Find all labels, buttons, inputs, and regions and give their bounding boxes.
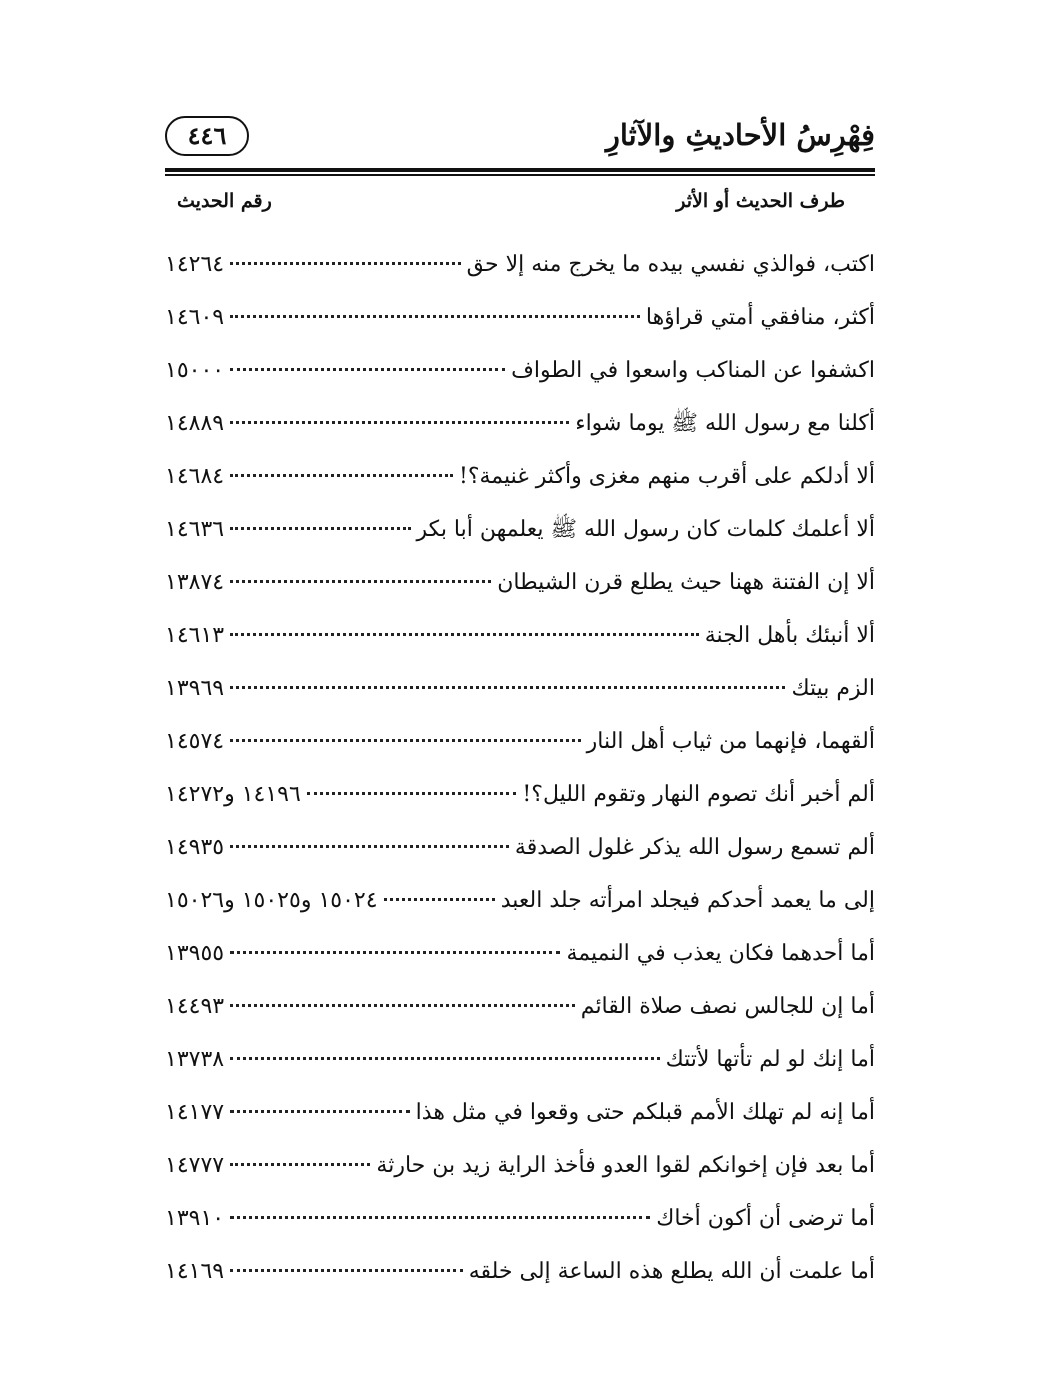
hadith-number: ١٤١٩٦ و١٤٢٧٢ bbox=[165, 781, 301, 807]
hadith-number: ١٤٦٠٩ bbox=[165, 304, 225, 330]
index-entry bbox=[165, 662, 875, 715]
column-headers bbox=[165, 176, 875, 238]
index-entry bbox=[165, 609, 875, 662]
dot-leader bbox=[230, 580, 491, 583]
hadith-text: أما علمت أن الله يطلع هذه الساعة إلى خلقه bbox=[468, 1258, 875, 1284]
dot-leader bbox=[230, 1110, 410, 1113]
dot-leader bbox=[230, 1057, 660, 1060]
hadith-text: ألم تسمع رسول الله يذكر غلول الصدقة bbox=[514, 834, 875, 860]
hadith-text: ألا أدلكم على أقرب منهم مغزى وأكثر غنيمة؟! bbox=[458, 463, 875, 489]
hadith-number: ١٣٩٥٥ bbox=[165, 940, 225, 966]
hadith-text: ألقهما، فإنهما من ثياب أهل النار bbox=[586, 728, 875, 754]
hadith-number: ١٣٧٣٨ bbox=[165, 1046, 225, 1072]
index-entry bbox=[165, 1086, 875, 1139]
book-title: فِهْرِسُ الأحاديثِ والآثارِ bbox=[605, 118, 875, 152]
hadith-text: أما ترضى أن أكون أخاك bbox=[656, 1205, 875, 1231]
index-entry bbox=[165, 291, 875, 344]
index-entry bbox=[165, 715, 875, 768]
hadith-number: ١٣٩٦٩ bbox=[165, 675, 225, 701]
dot-leader bbox=[230, 1004, 575, 1007]
hadith-text: الزم بيتك bbox=[791, 675, 875, 701]
dot-leader bbox=[230, 474, 453, 477]
dot-leader bbox=[307, 792, 517, 795]
dot-leader bbox=[230, 1163, 370, 1166]
dot-leader bbox=[230, 527, 410, 530]
index-entry bbox=[165, 397, 875, 450]
hadith-text: ألا إن الفتنة ههنا حيث يطلع قرن الشيطان bbox=[497, 569, 875, 595]
hadith-number: ١٤٩٣٥ bbox=[165, 834, 225, 860]
hadith-column-label: طرف الحديث أو الأثر bbox=[676, 189, 845, 212]
index-entry bbox=[165, 1139, 875, 1192]
index-entry bbox=[165, 1192, 875, 1245]
hadith-number: ١٣٨٧٤ bbox=[165, 569, 225, 595]
index-page bbox=[165, 110, 875, 1298]
index-entry bbox=[165, 503, 875, 556]
dot-leader bbox=[230, 421, 569, 424]
dot-leader bbox=[230, 1216, 650, 1219]
hadith-text: ألم أخبر أنك تصوم النهار وتقوم الليل؟! bbox=[522, 781, 875, 807]
dot-leader bbox=[230, 739, 581, 742]
hadith-text: اكشفوا عن المناكب واسعوا في الطواف bbox=[511, 357, 875, 383]
hadith-index-list bbox=[165, 238, 875, 1298]
hadith-number: ١٥٠٠٠ bbox=[165, 357, 225, 383]
hadith-text: ألا أنبئك بأهل الجنة bbox=[704, 622, 875, 648]
hadith-text: أما أحدهما فكان يعذب في النميمة bbox=[566, 940, 875, 966]
index-entry bbox=[165, 450, 875, 503]
index-entry bbox=[165, 821, 875, 874]
hadith-text: ألا أعلمك كلمات كان رسول الله ﷺ يعلمهن أبا بكر bbox=[416, 516, 875, 542]
hadith-number: ١٤٦٣٦ bbox=[165, 516, 225, 542]
dot-leader bbox=[230, 633, 699, 636]
hadith-number: ١٤٦١٣ bbox=[165, 622, 225, 648]
page-number-badge: ٤٤٦ bbox=[165, 116, 249, 156]
index-entry bbox=[165, 1245, 875, 1298]
hadith-number: ١٤٤٩٣ bbox=[165, 993, 225, 1019]
index-entry bbox=[165, 556, 875, 609]
dot-leader bbox=[384, 898, 495, 901]
hadith-number: ١٤١٧٧ bbox=[165, 1099, 225, 1125]
hadith-number: ١٤٢٦٤ bbox=[165, 251, 225, 277]
number-column-label: رقم الحديث bbox=[177, 189, 272, 212]
hadith-text: أكلنا مع رسول الله ﷺ يوما شواء bbox=[575, 410, 875, 436]
hadith-text: اكتب، فوالذي نفسي بيده ما يخرج منه إلا حق bbox=[466, 251, 875, 277]
dot-leader bbox=[230, 262, 461, 265]
hadith-text: أما بعد فإن إخوانكم لقوا العدو فأخذ الراية زيد بن حارثة bbox=[376, 1152, 875, 1178]
index-entry bbox=[165, 238, 875, 291]
dot-leader bbox=[230, 686, 785, 689]
hadith-text: أما إنك لو لم تأتها لأتتك bbox=[665, 1046, 875, 1072]
index-entry bbox=[165, 927, 875, 980]
hadith-text: أكثر، منافقي أمتي قراؤها bbox=[645, 304, 875, 330]
index-entry bbox=[165, 1033, 875, 1086]
hadith-number: ١٤٨٨٩ bbox=[165, 410, 225, 436]
hadith-number: ١٤١٦٩ bbox=[165, 1258, 225, 1284]
dot-leader bbox=[230, 315, 640, 318]
hadith-number: ١٤٥٧٤ bbox=[165, 728, 225, 754]
index-entry bbox=[165, 980, 875, 1033]
dot-leader bbox=[230, 368, 505, 371]
dot-leader bbox=[230, 845, 509, 848]
hadith-text: أما إن للجالس نصف صلاة القائم bbox=[580, 993, 875, 1019]
hadith-text: أما إنه لم تهلك الأمم قبلكم حتى وقعوا في مثل هذا bbox=[415, 1099, 875, 1125]
index-entry bbox=[165, 874, 875, 927]
page-header bbox=[165, 110, 875, 168]
hadith-number: ١٥٠٢٤ و١٥٠٢٥ و١٥٠٢٦ bbox=[165, 887, 378, 913]
dot-leader bbox=[230, 951, 560, 954]
hadith-number: ١٣٩١٠ bbox=[165, 1205, 225, 1231]
hadith-text: إلى ما يعمد أحدكم فيجلد امرأته جلد العبد bbox=[500, 887, 875, 913]
dot-leader bbox=[230, 1269, 463, 1272]
index-entry bbox=[165, 768, 875, 821]
hadith-number: ١٤٧٧٧ bbox=[165, 1152, 225, 1178]
hadith-number: ١٤٦٨٤ bbox=[165, 463, 225, 489]
index-entry bbox=[165, 344, 875, 397]
